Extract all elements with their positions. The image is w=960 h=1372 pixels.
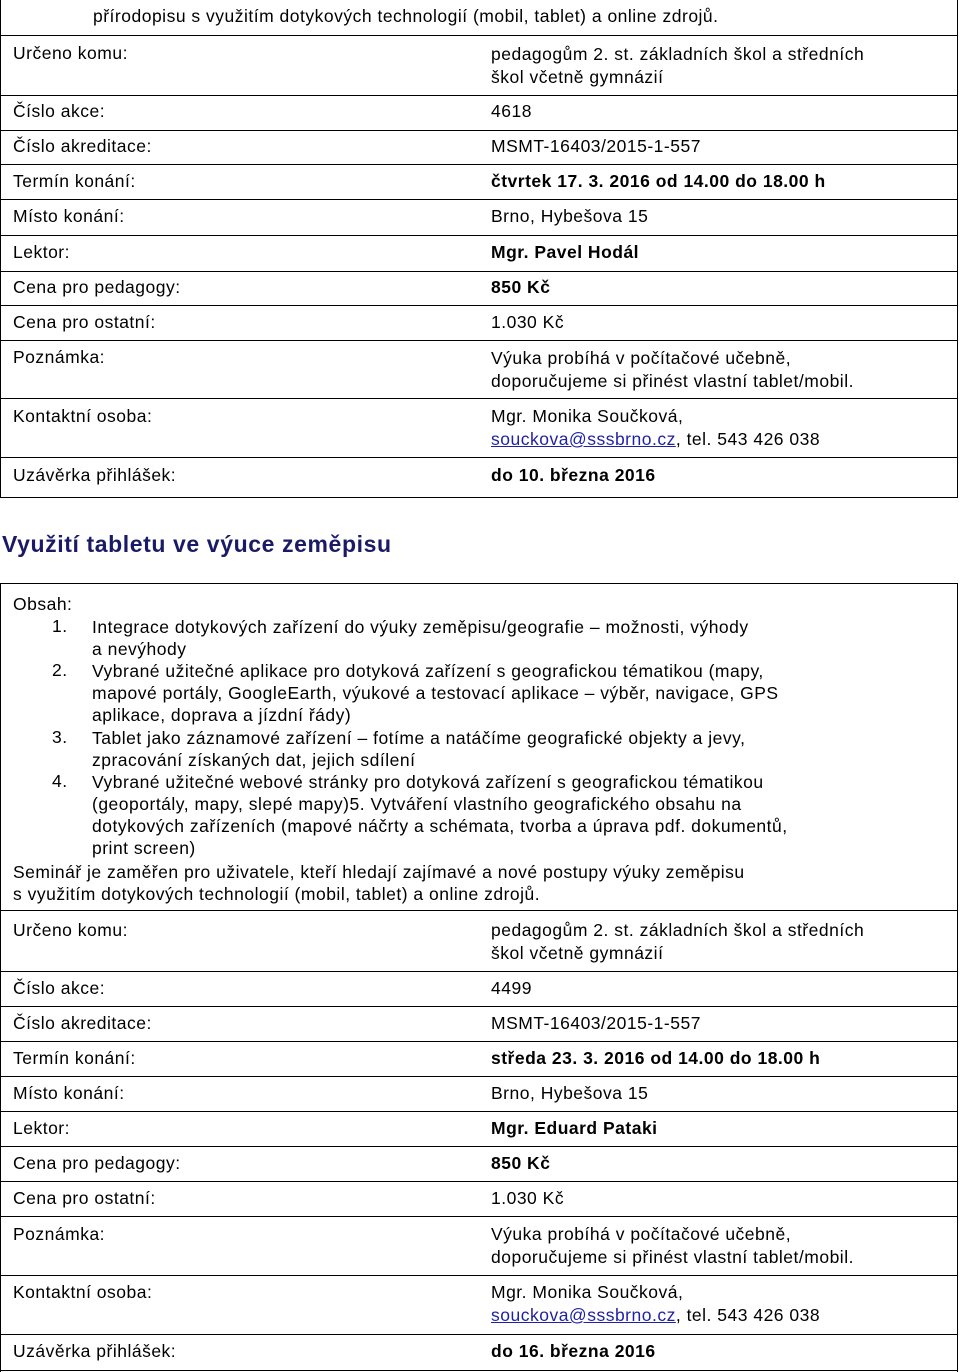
value-event-number-2: 4499	[491, 978, 532, 998]
value-date-2: středa 23. 3. 2016 od 14.00 do 18.00 h	[491, 1048, 821, 1068]
label-note: Poznámka:	[13, 347, 106, 367]
label-event-number-2: Číslo akce:	[13, 978, 106, 998]
content-item-1: Integrace dotykových zařízení do výuky zeměpisu/geografie – možnosti, výhody a nevýhody	[92, 617, 749, 659]
value-deadline: do 10. března 2016	[491, 465, 656, 485]
value-lecturer-2: Mgr. Eduard Pataki	[491, 1118, 658, 1138]
value-lecturer: Mgr. Pavel Hodál	[491, 242, 640, 262]
value-price-teachers: 850 Kč	[491, 277, 551, 297]
label-deadline: Uzávěrka přihlášek:	[13, 465, 177, 485]
label-note-2: Poznámka:	[13, 1224, 106, 1244]
label-date-2: Termín konání:	[13, 1048, 136, 1068]
intro-line: přírodopisu s využitím dotykových technologií (mobil, tablet) a online zdrojů.	[93, 6, 719, 26]
contact-email-link-2[interactable]: souckova@sssbrno.cz	[491, 1305, 676, 1325]
label-price-others: Cena pro ostatní:	[13, 312, 156, 332]
value-venue-2: Brno, Hybešova 15	[491, 1083, 649, 1103]
content-item-2: Vybrané užitečné aplikace pro dotyková zařízení s geografickou tématikou (mapy, mapové portály, GoogleEarth, výukové a testovací aplikace – výběr, navigace, GPS aplikace, doprava a jízdní řády)	[92, 661, 779, 725]
label-price-others-2: Cena pro ostatní:	[13, 1188, 156, 1208]
value-price-teachers-2: 850 Kč	[491, 1153, 551, 1173]
content-item-4: Vybrané užitečné webové stránky pro dotyková zařízení s geografickou tématikou (geoportály, mapy, slepé mapy)5. Vytváření vlastního geografického obsahu na dotykových zařízeních (mapové náčrty a schémata, tvorba a úprava pdf. dokumentů, print screen)	[92, 772, 788, 858]
label-deadline-2: Uzávěrka přihlášek:	[13, 1341, 177, 1361]
label-accreditation-2: Číslo akreditace:	[13, 1013, 152, 1033]
label-contact-2: Kontaktní osoba:	[13, 1282, 153, 1302]
value-contact: Mgr. Monika Součková, souckova@sssbrno.cz, tel. 543 426 038	[491, 406, 821, 449]
course-2-title: Využití tabletu ve výuce zeměpisu	[2, 531, 392, 557]
label-venue: Místo konání:	[13, 206, 125, 226]
label-contact: Kontaktní osoba:	[13, 406, 153, 426]
label-lecturer: Lektor:	[13, 242, 70, 262]
value-contact-2: Mgr. Monika Součková, souckova@sssbrno.cz, tel. 543 426 038	[491, 1282, 821, 1325]
value-target-audience: pedagogům 2. st. základních škol a středních škol včetně gymnázií	[491, 44, 865, 87]
label-price-teachers: Cena pro pedagogy:	[13, 277, 181, 297]
value-deadline-2: do 16. března 2016	[491, 1341, 656, 1361]
label-venue-2: Místo konání:	[13, 1083, 125, 1103]
label-target-audience: Určeno komu:	[13, 43, 128, 63]
value-date: čtvrtek 17. 3. 2016 od 14.00 do 18.00 h	[491, 171, 826, 191]
item-1-number: 1.	[52, 616, 68, 636]
label-date: Termín konání:	[13, 171, 136, 191]
value-accreditation-2: MSMT-16403/2015-1-557	[491, 1013, 701, 1033]
label-target-audience-2: Určeno komu:	[13, 920, 128, 940]
value-venue: Brno, Hybešova 15	[491, 206, 649, 226]
value-target-audience-2: pedagogům 2. st. základních škol a středních škol včetně gymnázií	[491, 920, 865, 963]
content-label: Obsah:	[13, 594, 73, 614]
content-item-3: Tablet jako záznamové zařízení – fotíme a natáčíme geografické objekty a jevy, zpracování získaných dat, jejich sdílení	[92, 728, 746, 770]
label-event-number: Číslo akce:	[13, 101, 106, 121]
value-accreditation: MSMT-16403/2015-1-557	[491, 136, 701, 156]
label-lecturer-2: Lektor:	[13, 1118, 70, 1138]
item-4-number: 4.	[52, 771, 68, 791]
value-note-2: Výuka probíhá v počítačové učebně, doporučujeme si přinést vlastní tablet/mobil.	[491, 1224, 854, 1267]
label-accreditation: Číslo akreditace:	[13, 136, 152, 156]
label-price-teachers-2: Cena pro pedagogy:	[13, 1153, 181, 1173]
contact-email-link[interactable]: souckova@sssbrno.cz	[491, 429, 676, 449]
value-price-others-2: 1.030 Kč	[491, 1188, 565, 1208]
item-3-number: 3.	[52, 727, 68, 747]
value-note: Výuka probíhá v počítačové učebně, doporučujeme si přinést vlastní tablet/mobil.	[491, 348, 854, 391]
value-event-number: 4618	[491, 101, 532, 121]
summary-text: Seminář je zaměřen pro uživatele, kteří hledají zajímavé a nové postupy výuky zeměpisu s využitím dotykových technologií (mobil, tablet) a online zdrojů.	[13, 862, 745, 904]
item-2-number: 2.	[52, 660, 68, 680]
value-price-others: 1.030 Kč	[491, 312, 565, 332]
